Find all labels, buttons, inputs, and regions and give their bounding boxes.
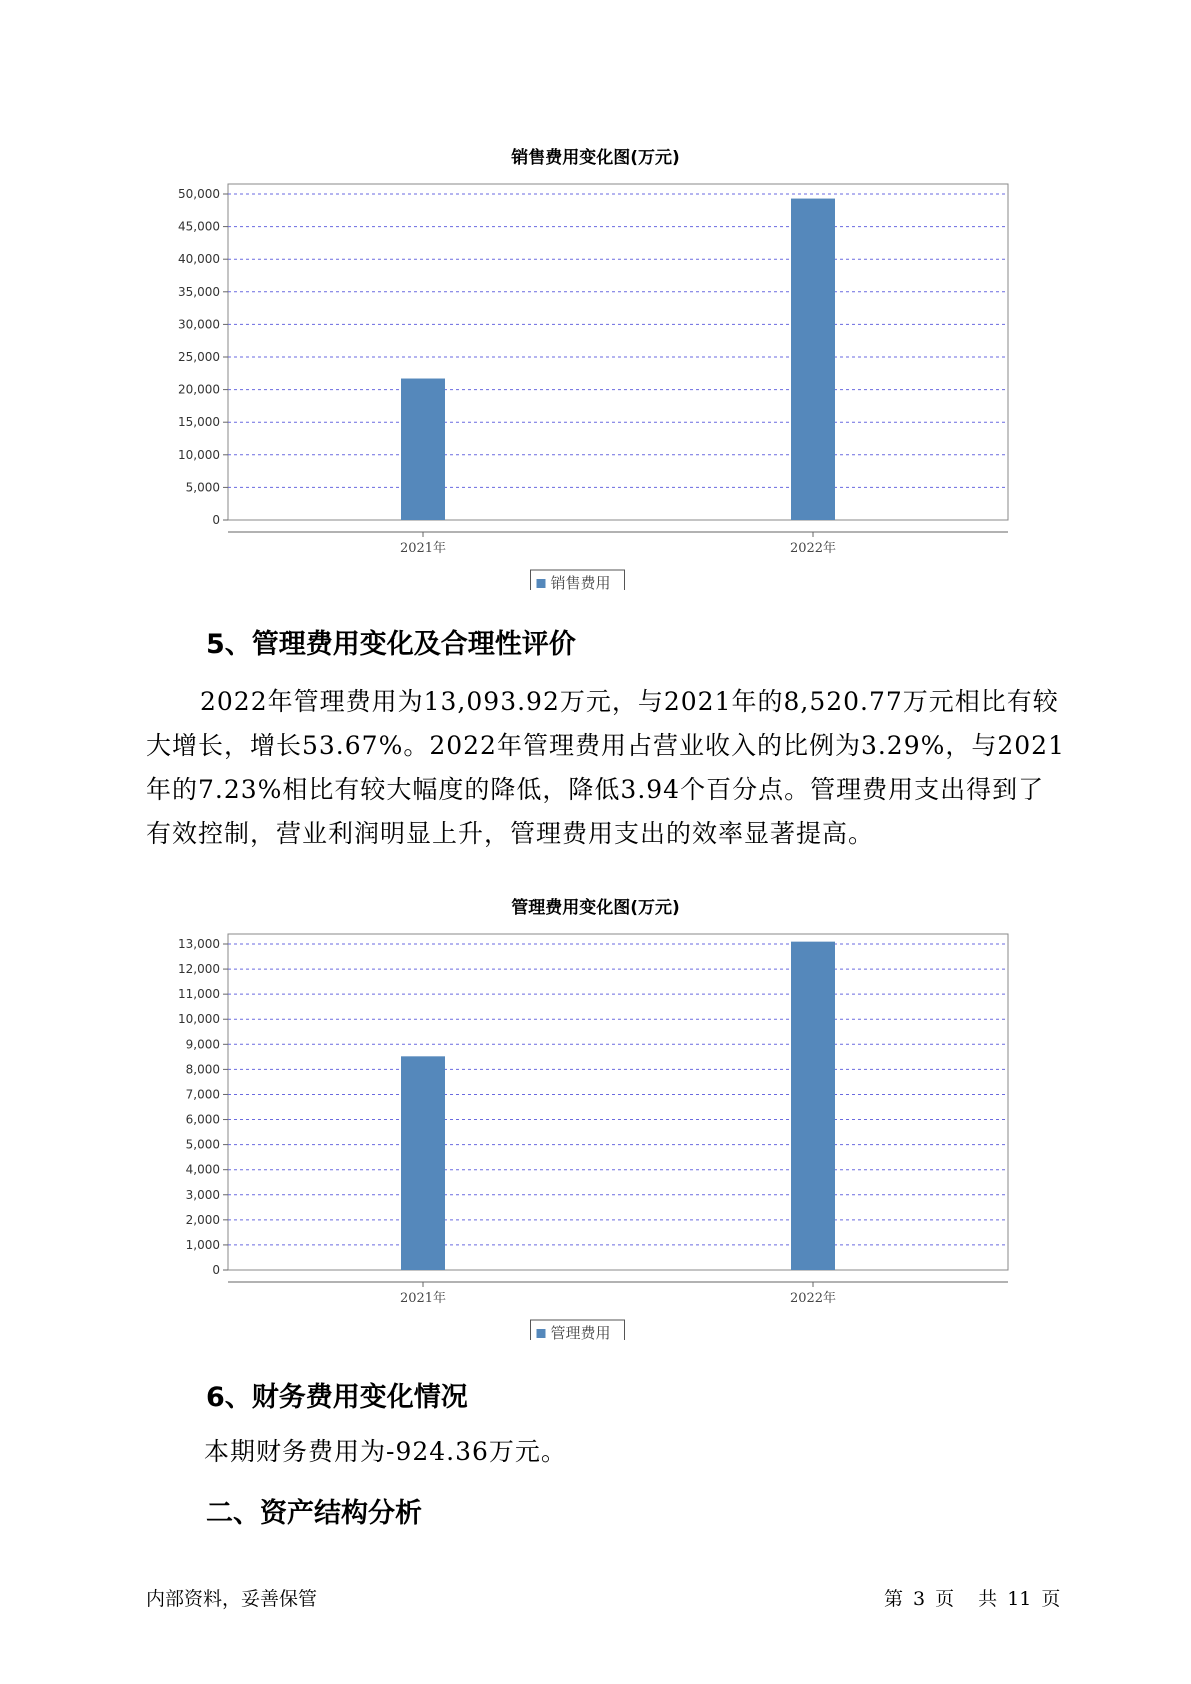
admin-expense-chart xyxy=(0,920,1191,1340)
legend-swatch xyxy=(537,579,546,588)
y-tick-label: 11,000 xyxy=(178,987,220,1002)
bar xyxy=(401,379,445,520)
y-tick-label: 0 xyxy=(212,513,220,527)
chart1-title: 销售费用变化图(万元) xyxy=(511,148,680,168)
y-tick-label: 3,000 xyxy=(185,1187,220,1202)
legend-swatch xyxy=(537,1329,546,1338)
chart2-title: 管理费用变化图(万元) xyxy=(511,898,680,918)
y-tick-label: 10,000 xyxy=(178,447,220,462)
y-tick-label: 35,000 xyxy=(178,284,220,299)
bar xyxy=(791,942,835,1270)
section6-paragraph: 本期财务费用为-924.36万元。 xyxy=(204,1437,567,1466)
y-tick-label: 5,000 xyxy=(185,480,220,495)
y-tick-label: 13,000 xyxy=(178,937,220,951)
section6-heading: 6、财务费用变化情况 xyxy=(206,1382,468,1413)
y-tick-label: 9,000 xyxy=(185,1037,220,1052)
bar xyxy=(791,199,835,520)
bar xyxy=(401,1056,445,1270)
y-tick-label: 30,000 xyxy=(178,317,220,332)
y-tick-label: 15,000 xyxy=(178,415,220,430)
y-tick-label: 25,000 xyxy=(178,350,220,364)
y-tick-label: 10,000 xyxy=(178,1012,220,1027)
footer-page-info: 第 3 页 共 11 页 xyxy=(884,1588,1061,1610)
y-tick-label: 6,000 xyxy=(185,1112,220,1127)
x-tick-label: 2021年 xyxy=(399,541,447,556)
legend-label: 销售费用 xyxy=(550,574,611,590)
legend-label: 管理费用 xyxy=(550,1324,611,1340)
section5-heading: 5、管理费用变化及合理性评价 xyxy=(206,629,576,660)
footer-confidential-note: 内部资料，妥善保管 xyxy=(146,1588,318,1610)
plot-area xyxy=(228,184,1008,520)
y-tick-label: 5,000 xyxy=(185,1137,220,1152)
y-tick-label: 50,000 xyxy=(178,187,220,201)
y-tick-label: 45,000 xyxy=(178,219,220,234)
x-tick-label: 2022年 xyxy=(789,541,837,556)
x-tick-label: 2021年 xyxy=(399,1291,447,1306)
y-tick-label: 2,000 xyxy=(185,1212,220,1227)
x-tick-label: 2022年 xyxy=(789,1291,837,1306)
y-tick-label: 12,000 xyxy=(178,962,220,977)
y-tick-label: 4,000 xyxy=(185,1162,220,1177)
y-tick-label: 8,000 xyxy=(185,1062,220,1077)
section-two-heading: 二、资产结构分析 xyxy=(206,1498,422,1529)
y-tick-label: 20,000 xyxy=(178,382,220,397)
y-tick-label: 0 xyxy=(212,1263,220,1277)
section5-paragraph: 2022年管理费用为13,093.92万元，与2021年的8,520.77万元相比有较大增长，增长53.67%。2022年管理费用占营业收入的比例为3.29%，与2021年的7.23%相比有较大幅度的降低，降低3.94个百分点。管理费用支出得到了有效控制，营业利润明显上升，管理费用支出的效率显著提高。 xyxy=(146,687,1065,848)
y-tick-label: 1,000 xyxy=(185,1237,220,1252)
sales-expense-chart xyxy=(0,170,1191,590)
y-tick-label: 40,000 xyxy=(178,252,220,267)
y-tick-label: 7,000 xyxy=(185,1087,220,1102)
